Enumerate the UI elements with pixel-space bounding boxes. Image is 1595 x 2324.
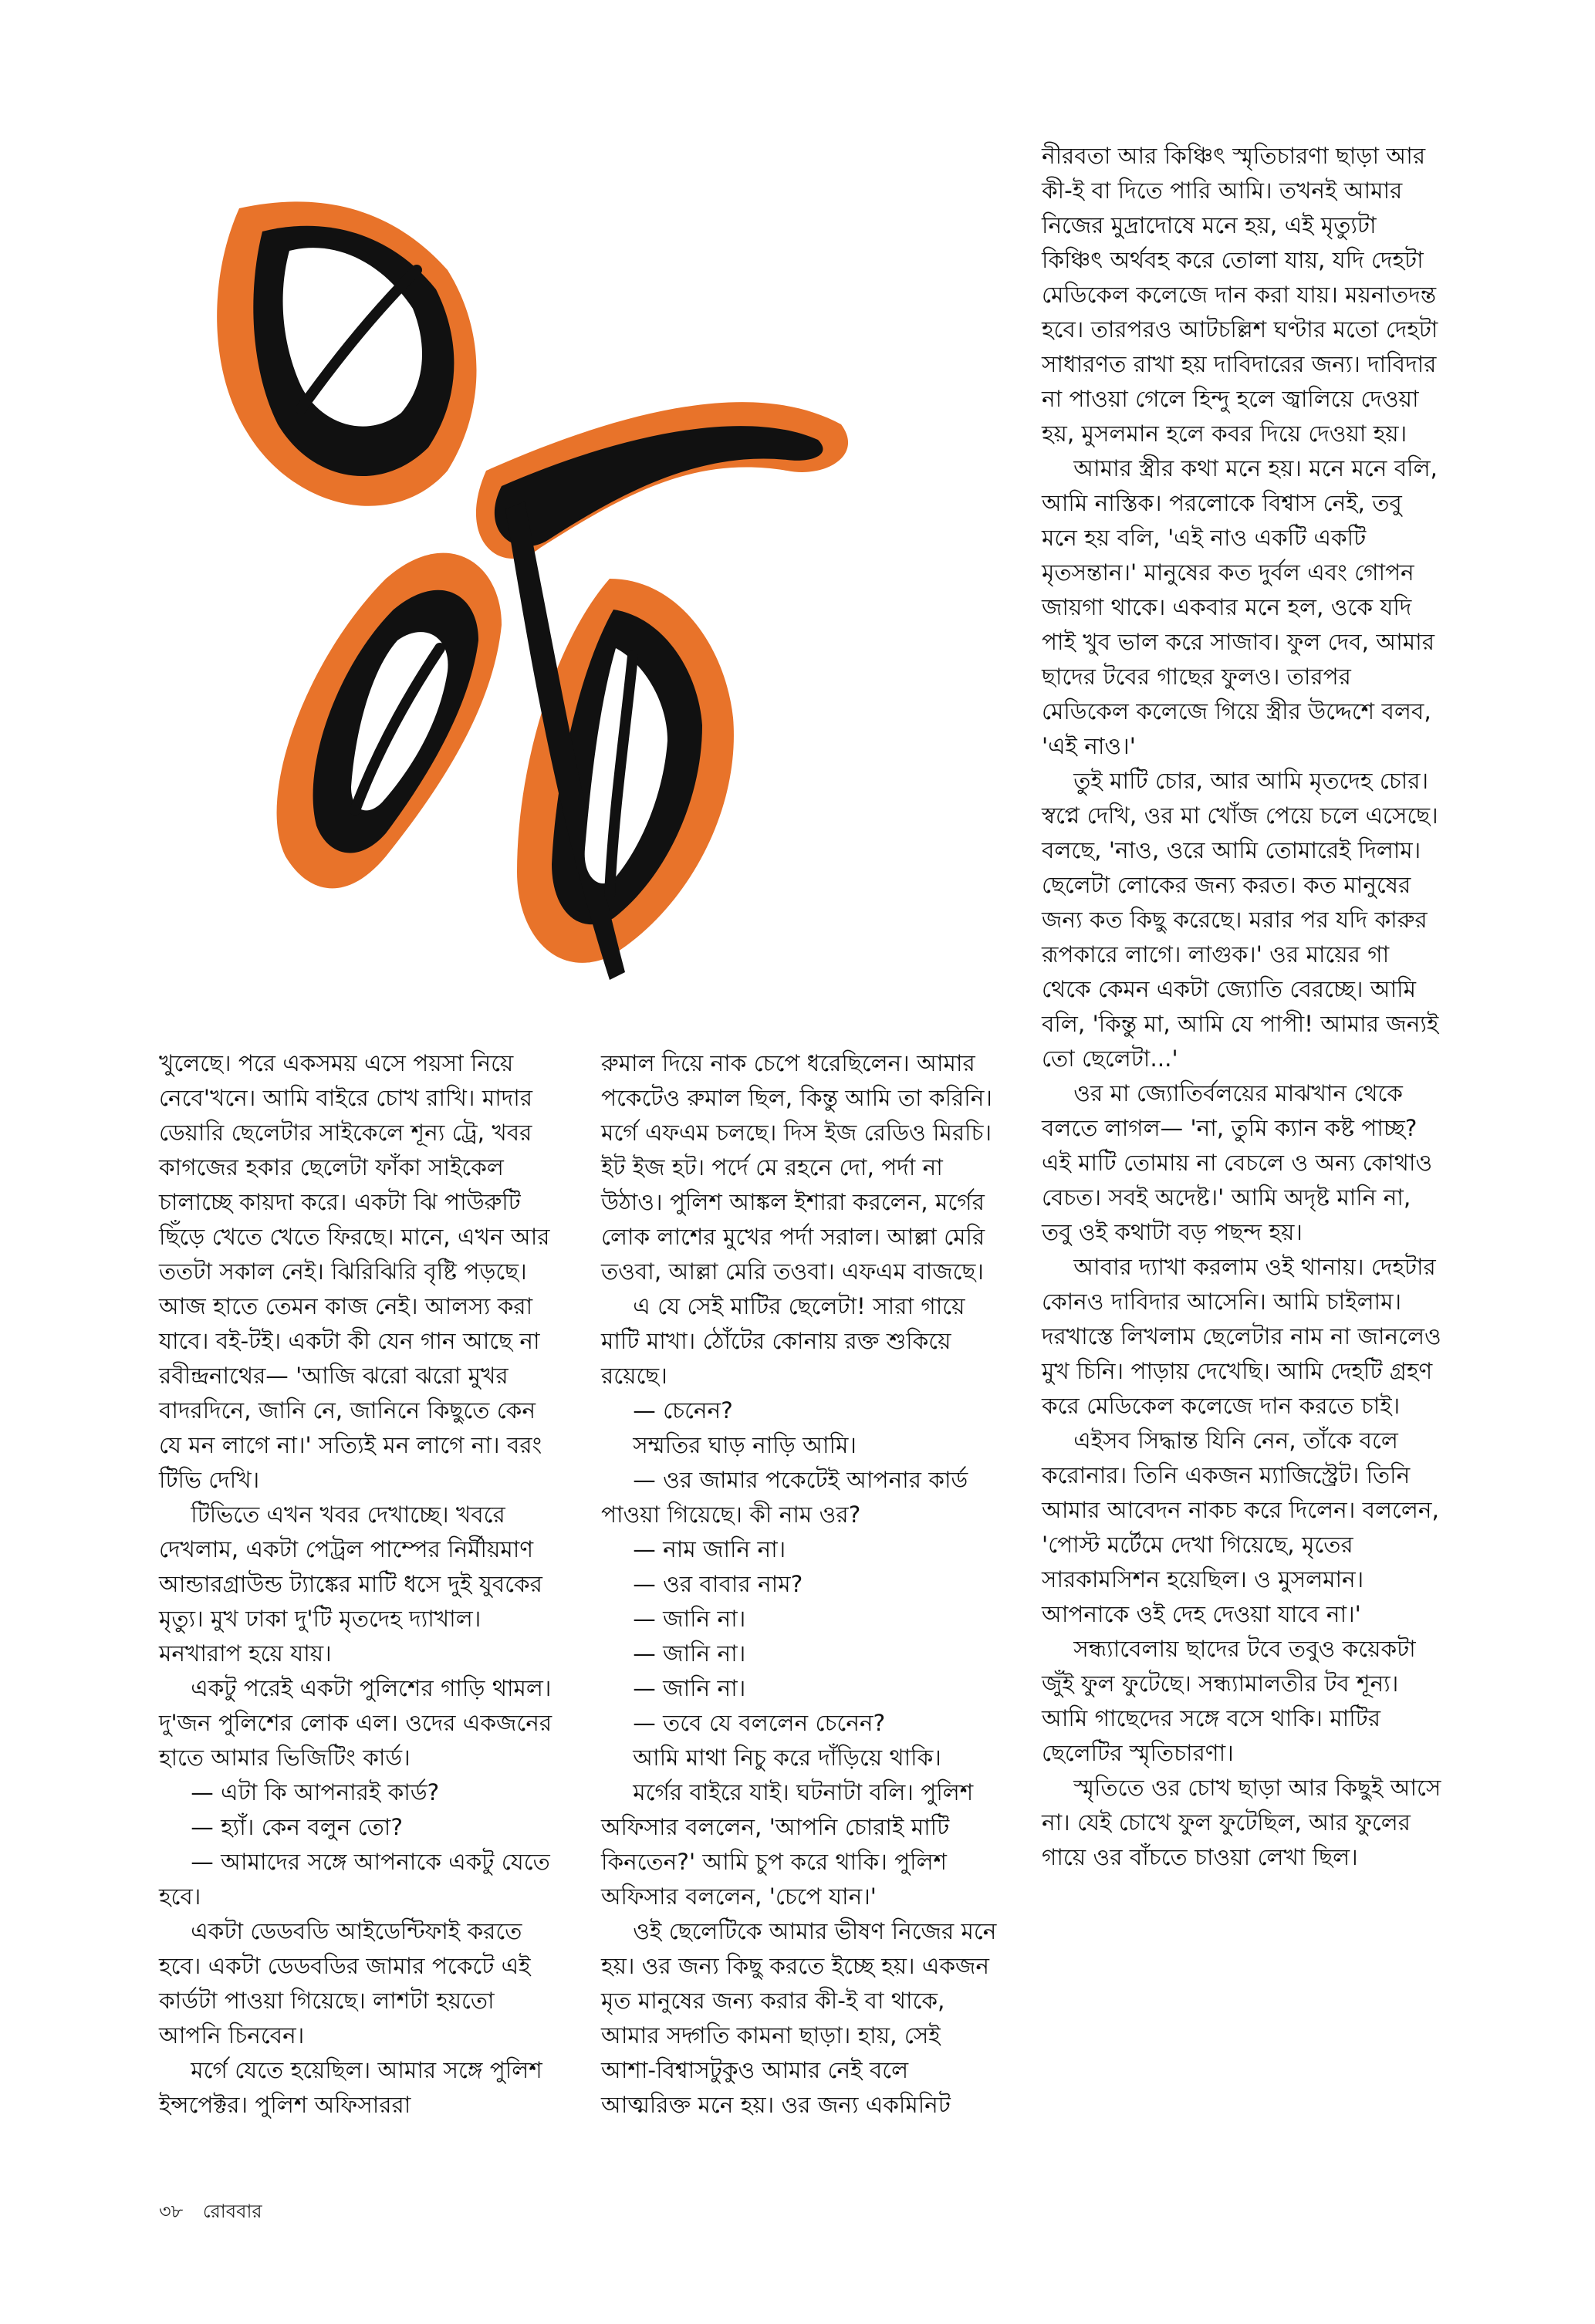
paragraph: একটা ডেডবডি আইডেন্টিফাই করতে হবে। একটা ডেডবডির জামার পকেটে এই কার্ডটা পাওয়া গিয়েছে। লাশটা হয়তো আপনি চিনবেন। (159, 1918, 531, 2049)
leaf-branch-illustration (193, 177, 988, 995)
paragraph: রুমাল দিয়ে নাক চেপে ধরেছিলেন। আমার পকেটেও রুমাল ছিল, কিন্তু আমি তা করিনি। মর্গে এফএম চলছে। দিস ইজ রেডিও মিরচি। ইট ইজ হট। পর্দে মে রহনে দো, পর্দা না উঠাও। পুলিশ আঙ্কল ইশারা করলেন, মর্গের লোক লাশের মুখের পর্দা সরাল। আল্লা মেরি তওবা, আল্লা মেরি তওবা। এফএম বাজছে। (601, 1050, 992, 1285)
paragraph: — চেনেন? (633, 1397, 733, 1424)
paragraph: ওই ছেলেটিকে আমার ভীষণ নিজের মনে হয়। ওর জন্য কিছু করতে ইচ্ছে হয়। একজন মৃত মানুষের জন্য করার কী-ই বা থাকে, আমার সদ্গতি কামনা ছাড়া। হায়, সেই আশা-বিশ্বাসটুকুও আমার নেই বলে আত্মরিক্ত মনে হয়। ওর জন্য একমিনিট (601, 1918, 997, 2118)
paragraph: এ যে সেই মাটির ছেলেটা! সারা গায়ে মাটি মাখা। ঠোঁটের কোনায় রক্ত শুকিয়ে রয়েছে। (601, 1293, 965, 1389)
paragraph: — আমাদের সঙ্গে আপনাকে একটু যেতে হবে। (159, 1849, 550, 1910)
paragraph: — ওর জামার পকেটেই আপনার কার্ড পাওয়া গিয়েছে। কী নাম ওর? (601, 1467, 968, 1528)
column-left (159, 1046, 560, 2123)
publication-name: রোববার (202, 2201, 262, 2222)
paragraph: আমার স্ত্রীর কথা মনে হয়। মনে মনে বলি, আমি নাস্তিক। পরলোকে বিশ্বাস নেই, তবু মনে হয় বলি, 'এই নাও একটি একটি মৃতসন্তান।' মানুষের কত দুর্বল এবং গোপন জায়গা থাকে। একবার মনে হল, ওকে যদি পাই খুব ভাল করে সাজাব। ফুল দেব, আমার ছাদের টবের গাছের ফুলও। তারপর মেডিকেল কলেজে গিয়ে স্ত্রীর উদ্দেশে বলব, 'এই নাও।' (1042, 455, 1438, 759)
paragraph: আমি মাথা নিচু করে দাঁড়িয়ে থাকি। (633, 1745, 941, 1771)
paragraph: — জানি না। (633, 1640, 746, 1667)
paragraph: খুলেছে। পরে একসময় এসে পয়সা নিয়ে নেবে'খনে। আমি বাইরে চোখ রাখি। মাদার ডেয়ারি ছেলেটার সাইকেলে শূন্য ট্রে, খবর কাগজের হকার ছেলেটা ফাঁকা সাইকেল চালাচ্ছে কায়দা করে। একটা ঝি পাউরুটি ছিঁড়ে খেতে খেতে ফিরছে। মানে, এখন আর ততটা সকাল নেই। ঝিরিঝিরি বৃষ্টি পড়ছে। আজ হাতে তেমন কাজ নেই। আলস্য করা যাবে। বই-টই। একটা কী যেন গান আছে না রবীন্দ্রনাথের— 'আজি ঝরো ঝরো মুখর বাদরদিনে, জানি নে, জানিনে কিছুতে কেন যে মন লাগে না।' সত্যিই মন লাগে না। বরং টিভি দেখি। (159, 1050, 550, 1493)
paragraph: — হ্যাঁ। কেন বলুন তো? (191, 1814, 404, 1840)
paragraph: — জানি না। (633, 1675, 746, 1701)
paragraph: স্মৃতিতে ওর চোখ ছাড়া আর কিছুই আসে না। যেই চোখে ফুল ফুটেছিল, আর ফুলের গায়ে ওর বাঁচতে চাওয়া লেখা ছিল। (1042, 1775, 1441, 1870)
column-right (1042, 139, 1443, 1875)
page-footer (159, 2197, 276, 2228)
paragraph: — ওর বাবার নাম? (633, 1571, 803, 1597)
paragraph: একটু পরেই একটা পুলিশের গাড়ি থামল। দু'জন পুলিশের লোক এল। ওদের একজনের হাতে আমার ভিজিটিং কার্ড। (159, 1675, 553, 1771)
paragraph: ওর মা জ্যোতির্বলয়ের মাঝখান থেকে বলতে লাগল— 'না, তুমি ক্যান কষ্ট পাচ্ছ? এই মাটি তোমায় না বেচলে ও অন্য কোথাও বেচত। সবই অদেষ্ট।' আমি অদৃষ্ট মানি না, তবু ওই কথাটা বড় পছন্দ হয়। (1042, 1080, 1433, 1245)
paragraph: আবার দ্যাখা করলাম ওই থানায়। দেহটার কোনও দাবিদার আসেনি। আমি চাইলাম। দরখাস্তে লিখলাম ছেলেটার নাম না জানলেও মুখ চিনি। পাড়ায় দেখেছি। আমি দেহটি গ্রহণ করে মেডিকেল কলেজে দান করতে চাই। (1042, 1254, 1441, 1419)
paragraph: মর্গের বাইরে যাই। ঘটনাটা বলি। পুলিশ অফিসার বললেন, 'আপনি চোরাই মাটি কিনতেন?' আমি চুপ করে থাকি। পুলিশ অফিসার বললেন, 'চেপে যান।' (601, 1779, 974, 1910)
paragraph: সন্ধ্যাবেলায় ছাদের টবে তবুও কয়েকটা জুঁই ফুল ফুটেছে। সন্ধ্যামালতীর টব শূন্য। আমি গাছেদের সঙ্গে বসে থাকি। মাটির ছেলেটির স্মৃতিচারণা। (1042, 1636, 1416, 1766)
paragraph: নীরবতা আর কিঞ্চিৎ স্মৃতিচারণা ছাড়া আর কী-ই বা দিতে পারি আমি। তখনই আমার নিজের মুদ্রাদোষে মনে হয়, এই মৃত্যুটা কিঞ্চিৎ অর্থবহ করে তোলা যায়, যদি দেহটা মেডিকেল কলেজে দান করা যায়। ময়নাতদন্ত হবে। তারপরও আটচল্লিশ ঘণ্টার মতো দেহটা সাধারণত রাখা হয় দাবিদারের জন্য। দাবিদার না পাওয়া গেলে হিন্দু হলে জ্বালিয়ে দেওয়া হয়, মুসলমান হলে কবর দিয়ে দেওয়া হয়। (1042, 143, 1438, 447)
paragraph: এইসব সিদ্ধান্ত যিনি নেন, তাঁকে বলে করোনার। তিনি একজন ম্যাজিস্ট্রেট। তিনি আমার আবেদন নাকচ করে দিলেন। বললেন, 'পোস্ট মর্টেমে দেখা গিয়েছে, মৃতের সারকামসিশন হয়েছিল। ও মুসলমান। আপনাকে ওই দেহ দেওয়া যাবে না।' (1042, 1427, 1439, 1627)
page-number: ৩৮ (159, 2201, 184, 2222)
paragraph: — তবে যে বললেন চেনেন? (633, 1710, 886, 1736)
paragraph: — জানি না। (633, 1606, 746, 1632)
paragraph: টিভিতে এখন খবর দেখাচ্ছে। খবরে দেখলাম, একটা পেট্রল পাম্পের নির্মীয়মাণ আন্ডারগ্রাউন্ড ট্যাঙ্কের মাটি ধসে দুই যুবকের মৃত্যু। মুখ ঢাকা দু'টি মৃতদেহ দ্যাখাল। মনখারাপ হয়ে যায়। (159, 1501, 542, 1667)
paragraph: — এটা কি আপনারই কার্ড? (191, 1779, 440, 1805)
column-middle (601, 1046, 1002, 2123)
paragraph: মর্গে যেতে হয়েছিল। আমার সঙ্গে পুলিশ ইন্সপেক্টর। পুলিশ অফিসাররা (159, 2057, 542, 2118)
paragraph: তুই মাটি চোর, আর আমি মৃতদেহ চোর। স্বপ্নে দেখি, ওর মা খোঁজ পেয়ে চলে এসেছে। বলছে, 'নাও, ওরে আমি তোমারেই দিলাম। ছেলেটা লোকের জন্য করত। কত মানুষের জন্য কত কিছু করেছে। মরার পর যদি কারুর রূপকারে লাগে। লাগুক।' ওর মায়ের গা থেকে কেমন একটা জ্যোতি বেরচ্ছে। আমি বলি, 'কিন্তু মা, আমি যে পাপী! আমার জন্যই তো ছেলেটা...' (1042, 768, 1439, 1072)
paragraph: — নাম জানি না। (633, 1536, 786, 1562)
paragraph: সম্মতির ঘাড় নাড়ি আমি। (633, 1432, 857, 1458)
